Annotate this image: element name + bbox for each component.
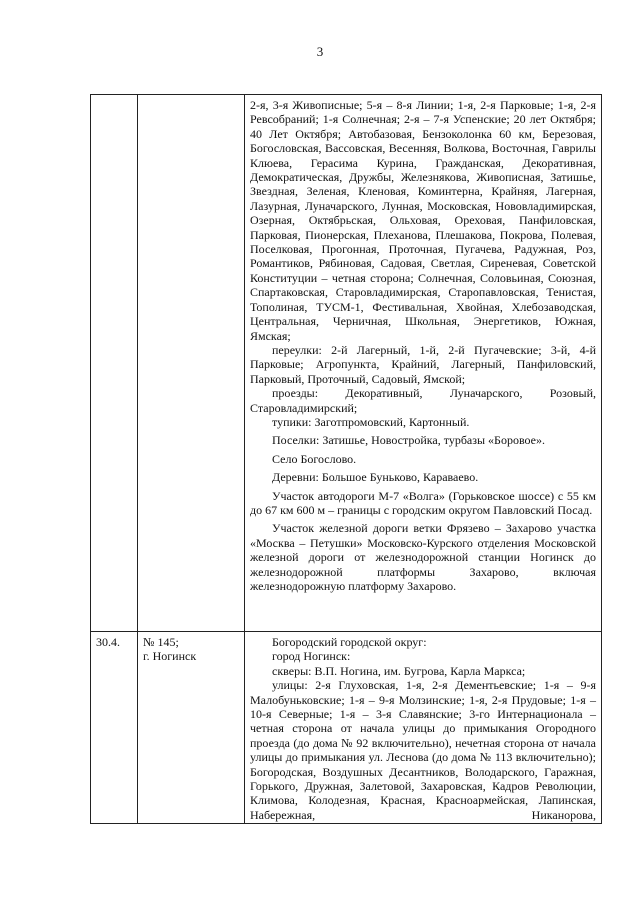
list-item: тупики: Заготпромовский, Картонный. — [272, 414, 470, 429]
list-item: Участок железной дороги ветки Фрязево – Захарово участка «Москва – Петушки» Московско-Курского отделения Московской железной дороги от железнодорожной станции Ногинск до железнодорожной платформы Захарово, включая железнодорожную платформу Захарово. — [250, 521, 596, 593]
row-number-cell — [91, 95, 138, 632]
list-item: проезды: Декоративный, Луначарского, Розовый, Старовладимирский; — [250, 386, 596, 415]
territory-cell — [245, 95, 602, 632]
list-item: переулки: 2-й Лагерный, 1-й, 2-й Пугачевские; 3-й, 4-й Парковые; Агропункта, Крайний, Лагерный, Панфиловский, Парковый, Проточный, Садовый, Ямской; — [250, 342, 596, 386]
polling-station-cell — [138, 95, 245, 632]
districts-table — [90, 94, 602, 824]
station-number: № 145; — [143, 635, 179, 649]
polling-station-cell — [138, 632, 245, 824]
list-item: Деревни: Большое Буньково, Караваево. — [272, 470, 479, 485]
list-item: 2-я, 3-я Живописные; 5-я – 8-я Линии; 1-я, 2-я Парковые; 1-я, 2-я Ревсобраний; 1-я Солнечная; 2-я – 7-я Успенские; 20 лет Октября; 40 Лет Октября; Автобазовая, Бензоколонка 60 км, Березовая, Богословская, Вассовская, Весенняя, Волкова, Восточная, Гаврилы Клюева, Герасима Курина, Гражданская, Декоративная, Демократическая, Дружбы, Железнякова, Живописная, Затишье, Звездная, Зеленая, Кленовая, Коминтерна, Крайняя, Лагерная, Лазурная, Луначарского, Лунная, Московская, Нововладимирская, Озерная, Октябрьская, Ольховая, Ореховая, Панфиловская, Парковая, Пионерская, Плеханова, Плешакова, Покрова, Полевая, Поселковая, Прогонная, Проточная, Пугачева, Радужная, Роз, Романтиков, Рябиновая, Садовая, Светлая, Сиреневая, Советской Конституции – четная сторона; Солнечная, Соловьиная, Союзная, Спартаковская, Старовладимирская, Старопавловская, Тенистая, Тополиная, ТУСМ-1, Фестивальная, Хвойная, Хлебозаводская, Центральная, Черничная, Школьная, Энергетиков, Южная, Ямская; — [250, 98, 596, 343]
table-row — [91, 632, 602, 824]
territory-cell — [245, 632, 602, 824]
list-item: Богородский городской округ: — [272, 635, 427, 649]
page-number: 3 — [316, 44, 324, 59]
list-item: Участок автодороги М-7 «Волга» (Горьковское шоссе) с 55 км до 67 км 600 м – границы с городским округом Павловский Посад. — [250, 488, 596, 517]
list-item: улицы: 2-я Глуховская, 1-я, 2-я Дементьевские; 1-я – 9-я Малобуньковские; 1-я – 9-я Молзинские; 1-я, 2-я Прудовые; 1-я – 10-я Северные; 1-я – 3-я Славянские; 3-го Интернационала – четная сторона от начала улицы до примыкания Огородного проезда (до дома № 92 включительно), нечетная сторона от начала улицы до примыкания ул. Леснова (до дома № 113 включительно); Богородская, Воздушных Десантников, Володарского, Гаражная, Горького, Дружная, Залетовой, Захаровская, Кадров Революции, Климова, Колодезная, Красная, Красноармейская, Лапинская, Набережная, Никанорова, — [250, 678, 596, 822]
table-row — [91, 95, 602, 632]
list-item: город Ногинск: — [272, 649, 351, 664]
row-number-cell: 30.4. — [91, 632, 138, 824]
list-item: Поселки: Затишье, Новостройка, турбазы «Боровое». — [272, 433, 545, 448]
list-item: скверы: В.П. Ногина, им. Бугрова, Карла Маркса; — [272, 663, 526, 678]
list-item: Село Богослово. — [272, 451, 357, 466]
station-city: г. Ногинск — [143, 649, 197, 664]
